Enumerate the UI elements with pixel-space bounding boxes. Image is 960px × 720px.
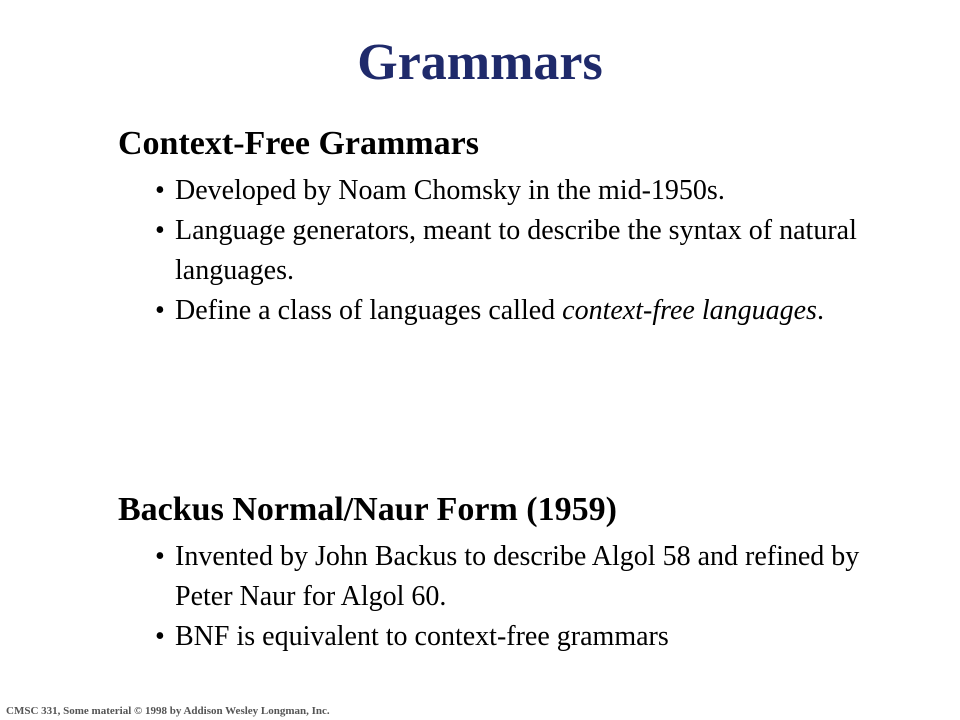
- footer-copyright: CMSC 331, Some material © 1998 by Addison Wesley Longman, Inc.: [6, 705, 330, 717]
- list-item: [155, 211, 875, 291]
- slide-title: Grammars: [357, 34, 603, 91]
- bullet-text: Invented by John Backus to describe Algol 58 and refined by Peter Naur for Algol 60.: [175, 541, 860, 612]
- bullet-icon: •: [155, 215, 165, 246]
- bullet-list-context-free-grammars: [155, 171, 875, 331]
- bullet-text: Language generators, meant to describe the syntax of natural languages.: [175, 215, 857, 286]
- list-item: [155, 617, 875, 657]
- bullet-text-plain: .: [816, 295, 824, 326]
- list-item: [155, 537, 875, 617]
- bullet-text-plain: Define a class of languages called: [175, 295, 563, 326]
- section-heading-context-free-grammars: Context-Free Grammars: [118, 125, 479, 162]
- bullet-icon: •: [155, 621, 165, 652]
- bullet-icon: •: [155, 541, 165, 572]
- bullet-icon: •: [155, 175, 165, 206]
- list-item: [155, 171, 875, 211]
- list-item: [155, 291, 875, 331]
- section-heading-bnf: Backus Normal/Naur Form (1959): [118, 491, 617, 528]
- bullet-icon: •: [155, 295, 165, 326]
- bullet-text-italic: context-free languages: [562, 295, 817, 326]
- bullet-text: [175, 295, 824, 326]
- bullet-text: Developed by Noam Chomsky in the mid-1950s.: [175, 175, 725, 206]
- bullet-list-bnf: [155, 537, 875, 657]
- bullet-text: BNF is equivalent to context-free grammars: [175, 621, 669, 652]
